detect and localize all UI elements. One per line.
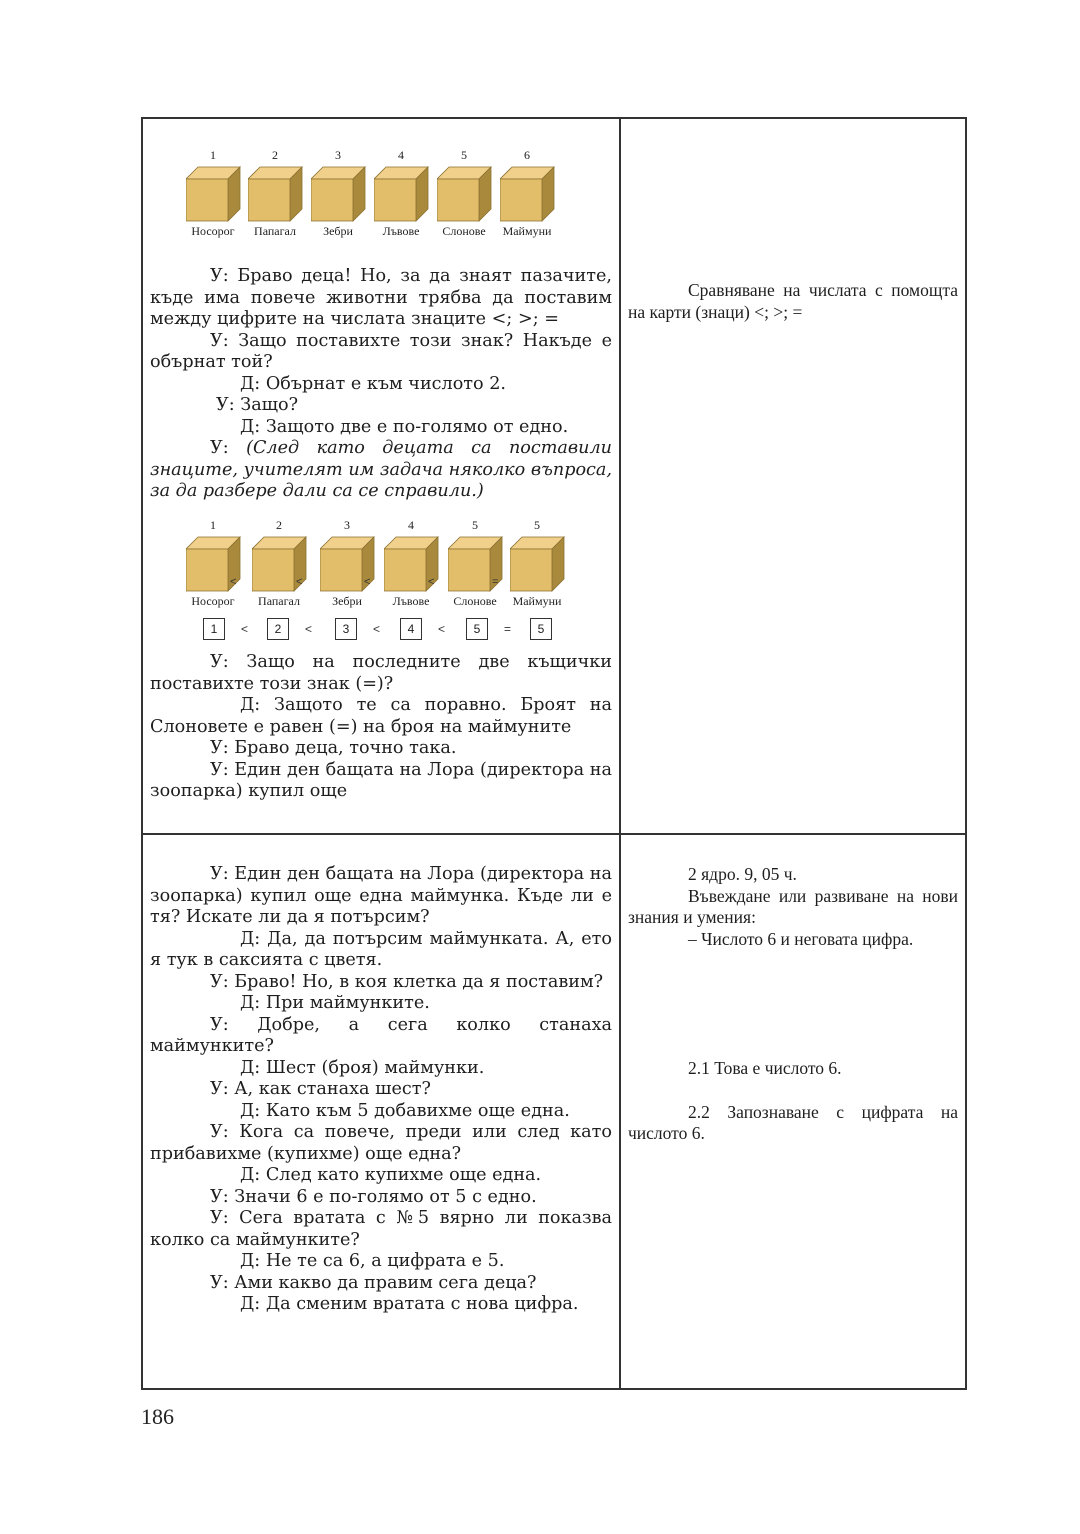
house-cube — [374, 166, 430, 226]
teacher-line: У: Един ден бащата на Лора (директора на зоопарка) купил още — [150, 759, 612, 801]
house-number: 4 — [408, 518, 414, 532]
child-line: Д: Не те са 6, а цифрата е 5. — [240, 1251, 505, 1271]
child-line: Д: Шест (броя) маймунки. — [240, 1057, 485, 1078]
page-number: 186 — [141, 1404, 174, 1429]
house-number: 2 — [276, 518, 282, 532]
house-label: Носорог — [191, 224, 235, 238]
child-line: Д: Като към 5 добавихме още една. — [240, 1100, 570, 1121]
house-number: 2 — [272, 148, 278, 162]
house-number: 1 — [210, 518, 216, 532]
row2-left-text — [150, 864, 612, 1316]
row1-left-text-continued — [150, 652, 612, 803]
house-cube — [186, 166, 242, 226]
teacher-line: У: Браво деца, точно така. — [210, 738, 457, 758]
house-number: 5 — [472, 518, 478, 532]
house-label: Папагал — [258, 594, 300, 608]
house-label: Слонове — [442, 224, 486, 238]
teacher-line: У: Браво! Но, в коя клетка да я поставим? — [210, 971, 604, 992]
card-sign: = — [504, 622, 512, 636]
house-number: 3 — [335, 148, 341, 162]
row1-left-text — [150, 266, 612, 503]
card-sign: < — [241, 622, 249, 636]
house-label: Слонове — [453, 594, 497, 608]
teacher-line: У: Браво деца! Но, за да знаят пазачите, къде има повече животни трябва да поставим между цифрите на числата знаците <; >; = — [150, 266, 612, 329]
teacher-line: У: Кога са повече, преди или след като прибавихме (купихме) още една? — [150, 1122, 612, 1164]
number-card: 5 — [466, 618, 488, 640]
teacher-line: У: Сега вратата с №5 вярно ли показва колко са маймунките? — [150, 1208, 612, 1250]
card-sign: < — [438, 622, 446, 636]
house-label: Зебри — [323, 224, 353, 238]
house-cube — [500, 166, 556, 226]
teacher-line: У: Значи 6 е по-голямо от 5 с едно. — [210, 1186, 537, 1207]
house-label: Зебри — [332, 594, 362, 608]
teacher-line: У: Един ден бащата на Лора (директора на зоопарка) купил още една маймунка. Къде ли е тя? Искате ли да я потърсим? — [150, 864, 612, 927]
row2-right-text — [628, 864, 958, 1145]
compare-sign: < — [230, 576, 237, 588]
column-divider — [619, 117, 621, 1390]
house-label: Лъвове — [382, 224, 420, 238]
teacher-note-italic: (След като децата са поставили знаците, учителят им задача няколко въпроса, за да разбере дали са се справили.) — [150, 438, 612, 501]
house-number: 3 — [344, 518, 350, 532]
child-line: Д: Обърнат е към числото 2. — [240, 373, 506, 394]
house-cube — [437, 166, 493, 226]
compare-sign: < — [364, 576, 371, 588]
row-divider — [141, 833, 967, 835]
house-label: Папагал — [254, 224, 296, 238]
house-number: 4 — [398, 148, 404, 162]
teacher-line: У: Добре, а сега колко станаха маймунките? — [150, 1014, 612, 1056]
number-card: 1 — [203, 618, 225, 640]
number-card: 4 — [400, 618, 422, 640]
house-number: 5 — [534, 518, 540, 532]
number-card: 5 — [530, 618, 552, 640]
stage-step: 2.1 Това е числото 6. — [688, 1058, 842, 1078]
row1-right-text — [628, 280, 958, 323]
house-cube — [311, 166, 367, 226]
compare-sign: = — [492, 576, 499, 588]
teacher-line: У: (След като децата са поставили знаците, учителят им задача няколко въпроса, за да разбере дали са се справили.) — [150, 438, 612, 501]
teacher-line: У: А, как станаха шест? — [210, 1079, 431, 1099]
card-sign: < — [373, 622, 381, 636]
house-label: Маймуни — [512, 594, 562, 608]
teacher-line: У: Ами какво да правим сега деца? — [210, 1272, 537, 1293]
child-line: Д: Защото две е по-голямо от едно. — [240, 416, 569, 437]
house-label: Маймуни — [502, 224, 552, 238]
child-line: Д: Да, да потърсим маймунката. А, ето я тук в саксията с цветя. — [150, 928, 612, 970]
number-card: 3 — [335, 618, 357, 640]
stage-title: 2 ядро. 9, 05 ч. — [688, 864, 797, 884]
child-line: Д: След като купихме още една. — [240, 1165, 542, 1185]
stage-step: 2.2 Запознаване с цифрата на числото 6. — [628, 1101, 958, 1143]
house-cube — [510, 536, 566, 596]
number-card: 2 — [267, 618, 289, 640]
teacher-line: У: Защо на последните две къщички поставихте този знак (=)? — [150, 652, 612, 694]
method-note: Сравняване на числата с помощта на карти (знаци) <; >; = — [628, 280, 958, 322]
child-line: Д: Да сменим вратата с нова цифра. — [240, 1294, 579, 1314]
house-number: 1 — [210, 148, 216, 162]
card-sign: < — [305, 622, 313, 636]
house-cube — [248, 166, 304, 226]
house-number: 6 — [524, 148, 530, 162]
stage-topic: – Числото 6 и неговата цифра. — [688, 928, 914, 949]
child-line: Д: Защото те са поравно. Броят на Слоновете е равен (=) на броя на маймуните — [150, 695, 612, 737]
house-number: 5 — [461, 148, 467, 162]
house-label: Лъвове — [392, 594, 430, 608]
teacher-line: У: Защо поставихте този знак? Накъде е обърнат той? — [150, 330, 612, 372]
child-line: Д: При маймунките. — [240, 993, 430, 1013]
stage-description: Въвеждане или развиване на нови знания и умения: — [628, 885, 958, 927]
compare-sign: < — [428, 576, 435, 588]
compare-sign: < — [296, 576, 303, 588]
house-label: Носорог — [191, 594, 235, 608]
teacher-line: У: Защо? — [216, 395, 299, 415]
